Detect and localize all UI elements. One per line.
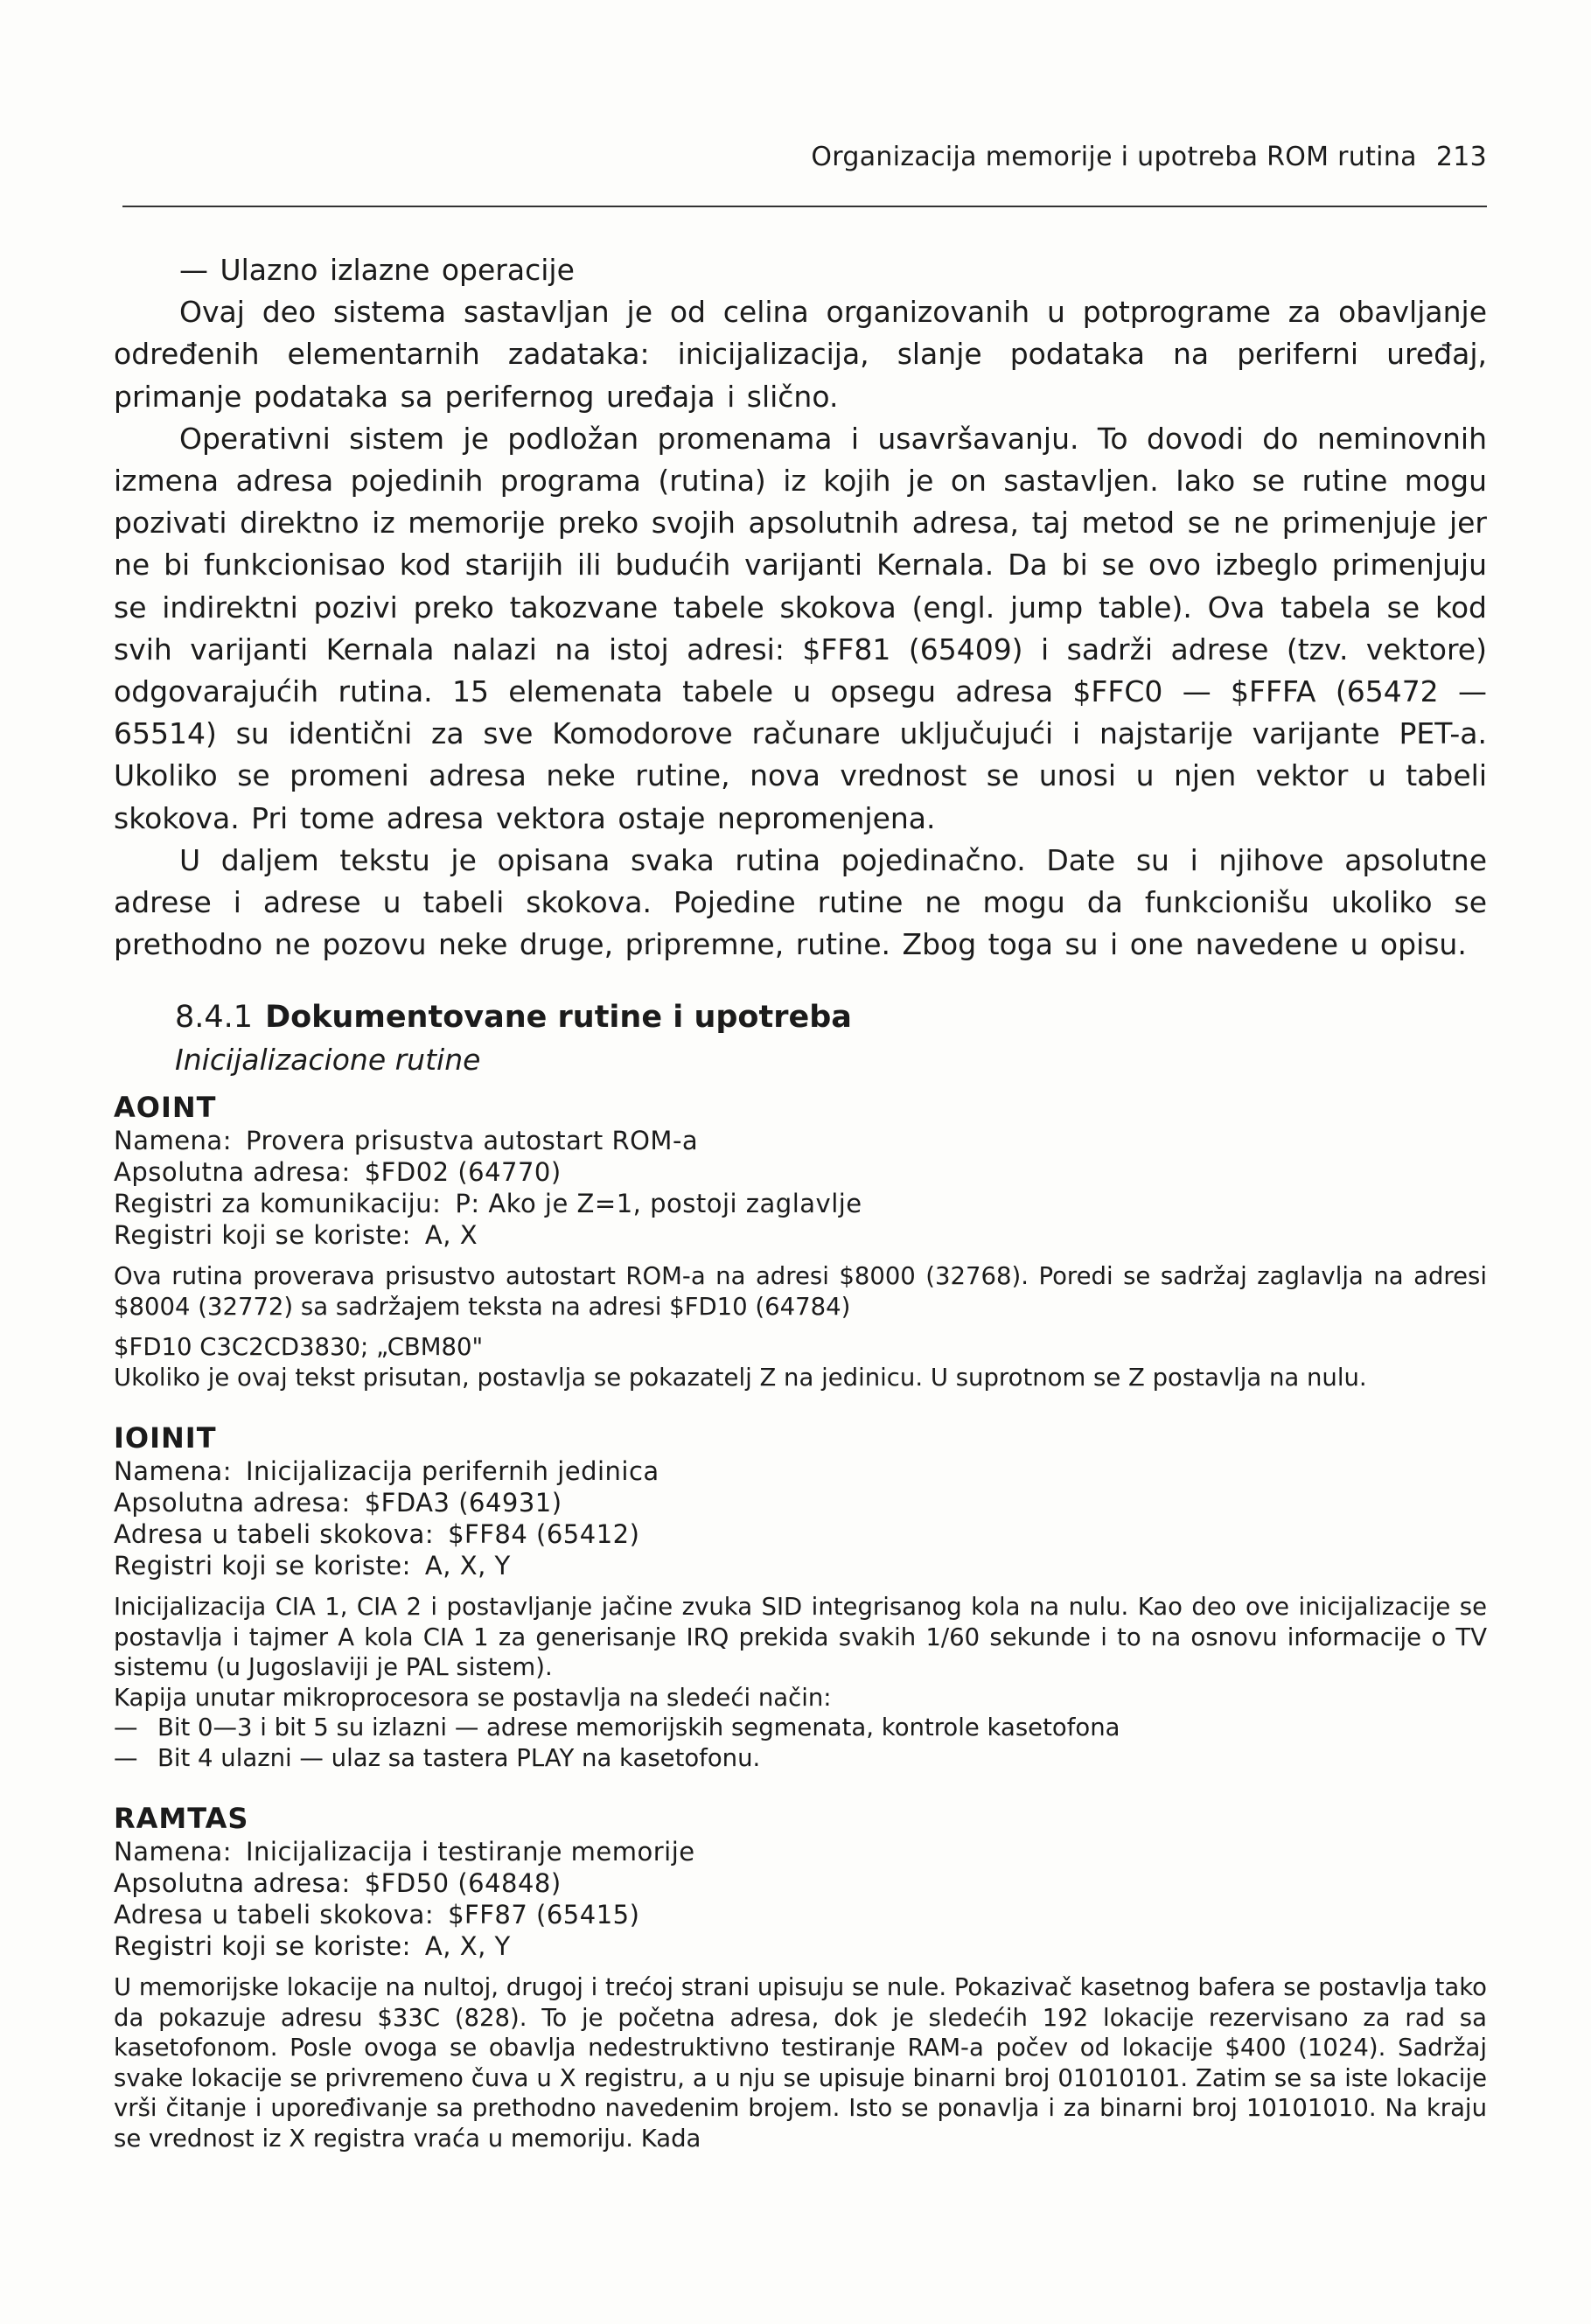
header-title: Organizacija memorije i upotreba ROM rutina	[811, 142, 1417, 172]
routine-absolute-address: Apsolutna adresa: $FDA3 (64931)	[114, 1488, 562, 1518]
list-item: — Bit 0—3 i bit 5 su izlazni — adrese memorijskih segmenata, kontrole kasetofona	[114, 1713, 1120, 1742]
intro-section	[114, 249, 1487, 966]
subsection-title: Inicijalizacione rutine	[175, 1043, 481, 1078]
routine-ramtas	[114, 1801, 1487, 2153]
routine-description: Inicijalizacija CIA 1, CIA 2 i postavljanje jačine zvuka SID integrisanog kola na nulu. Kao deo ove inicijalizacije se postavlja i tajmer A kola CIA 1 za generisanje IRQ prekida svakih 1/60 sekunde i to na osnovu informacije o TV sistemu (u Jugoslaviji je PAL sistem).	[114, 1593, 1487, 1682]
routine-name: IOINIT	[114, 1421, 217, 1455]
page-number: 213	[1435, 142, 1487, 172]
routine-code-line: $FD10 C3C2CD3830; „CBM80"	[114, 1333, 484, 1362]
routine-description-2: Kapija unutar mikroprocesora se postavlja na sledeći način:	[114, 1683, 832, 1712]
running-header	[770, 142, 1487, 172]
routine-name: AOINT	[114, 1091, 217, 1125]
section-title: Dokumentovane rutine i upotreba	[265, 1000, 852, 1036]
routine-jump-table-address: Adresa u tabeli skokova: $FF87 (65415)	[114, 1900, 640, 1930]
routine-description: U memorijske lokacije na nultoj, drugoj i trećoj strani upisuju se nule. Pokazivač kasetnog bafera se postavlja tako da pokazuje adresu $33C (828). To je početna adresa, dok je sledećih 192 lokacije rezervisano za rad sa kasetofonom. Posle ovoga se obavlja nedestruktivno testiranje RAM-a počev od lokacije $400 (1024). Sadržaj svake lokacije se privremeno čuva u X registru, a u nju se upisuje binarni broj 01010101. Zatim se sa iste lokacije vrši čitanje i upoređivanje sa prethodno navedenim brojem. Isto se ponavlja i za binarni broj 10101010. Na kraju se vrednost iz X registra vraća u memoriju. Kada	[114, 1973, 1487, 2153]
section-heading	[114, 995, 1487, 1039]
routine-purpose: Namena: Inicijalizacija perifernih jedinica	[114, 1456, 659, 1487]
intro-heading: — Ulazno izlazne operacije	[179, 253, 575, 287]
routine-purpose: Namena: Inicijalizacija i testiranje memorije	[114, 1837, 695, 1867]
routine-jump-table-address: Adresa u tabeli skokova: $FF84 (65412)	[114, 1519, 640, 1550]
page-body	[114, 249, 1487, 2153]
intro-paragraph-1: Ovaj deo sistema sastavljan je od celina organizovanih u potprograme za obavljanje određenih elementarnih zadataka: inicijalizacija, slanje podataka na periferni uređaj, primanje podataka sa perifernog uređaja i slično.	[114, 295, 1487, 414]
routine-absolute-address: Apsolutna adresa: $FD50 (64848)	[114, 1868, 562, 1899]
routine-used-registers: Registri koji se koriste: A, X	[114, 1220, 478, 1251]
routine-description: Ova rutina proverava prisustvo autostart ROM-a na adresi $8000 (32768). Poredi se sadržaj zaglavlja na adresi $8004 (32772) sa sadržajem teksta na adresi $FD10 (64784)	[114, 1262, 1487, 1321]
section-number: 8.4.1	[175, 1000, 254, 1036]
header-rule	[122, 206, 1487, 207]
routine-used-registers: Registri koji se koriste: A, X, Y	[114, 1551, 511, 1581]
routine-comm-registers: Registri za komunikaciju: P: Ako je Z=1, postoji zaglavlje	[114, 1189, 862, 1219]
intro-paragraph-2: Operativni sistem je podložan promenama i usavršavanju. To dovodi do neminovnih izmena adresa pojedinih programa (rutina) iz kojih je on sastavljen. Iako se rutine mogu pozivati direktno iz memorije preko svojih apsolutnih adresa, taj metod se ne primenjuje jer ne bi funkcionisao kod starijih ili budućih varijanti Kernala. Da bi se ovo izbeglo primenjuju se indirektni pozivi preko takozvane tabele skokova (engl. jump table). Ova tabela se kod svih varijanti Kernala nalazi na istoj adresi: $FF81 (65409) i sadrži adrese (tzv. vektore) odgovarajućih rutina. 15 elemenata tabele u opsegu adresa $FFC0 — $FFFA (65472 — 65514) su identični za sve Komodorove računare uključujući i najstarije varijante PET-a. Ukoliko se promeni adresa neke rutine, nova vrednost se unosi u njen vektor u tabeli skokova. Pri tome adresa vektora ostaje nepromenjena.	[114, 421, 1487, 835]
routine-purpose: Namena: Provera prisustva autostart ROM-a	[114, 1126, 699, 1156]
routine-ioinit	[114, 1420, 1487, 1773]
list-item: — Bit 4 ulazni — ulaz sa tastera PLAY na kasetofonu.	[114, 1743, 761, 1772]
routine-description-2: Ukoliko je ovaj tekst prisutan, postavlja se pokazatelj Z na jedinicu. U suprotnom se Z postavlja na nulu.	[114, 1363, 1367, 1392]
routine-absolute-address: Apsolutna adresa: $FD02 (64770)	[114, 1157, 562, 1188]
intro-paragraph-3: U daljem tekstu je opisana svaka rutina pojedinačno. Date su i njihove apsolutne adrese i adrese u tabeli skokova. Pojedine rutine ne mogu da funkcionišu ukoliko se prethodno ne pozovu neke druge, pripremne, rutine. Zbog toga su i one navedene u opisu.	[114, 842, 1487, 962]
routine-aoint	[114, 1090, 1487, 1392]
routine-name: RAMTAS	[114, 1802, 249, 1836]
routine-used-registers: Registri koji se koriste: A, X, Y	[114, 1931, 511, 1962]
